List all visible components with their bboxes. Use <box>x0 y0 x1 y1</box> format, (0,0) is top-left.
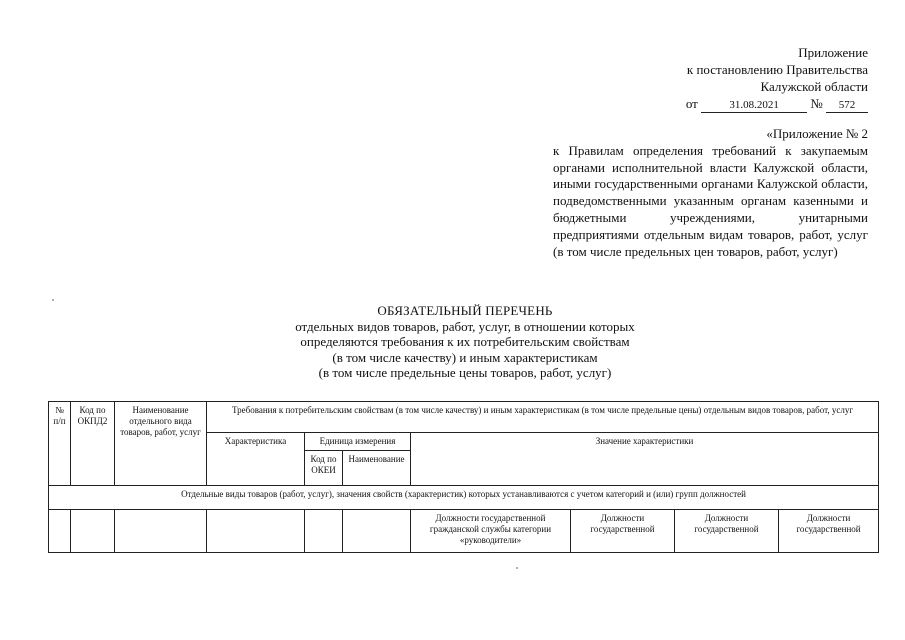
resolution-number: 572 <box>826 99 868 113</box>
position-cell-2: Должности государственной <box>571 510 675 553</box>
header-requirements: Требования к потребительским свойствам (в том числе качеству) и иным характеристикам (в том числе предельные цены) отдельным видов товаров, работ, услуг <box>207 402 879 433</box>
requirements-table <box>48 401 879 553</box>
scan-speck <box>516 567 518 569</box>
scan-speck <box>52 299 54 301</box>
position-cell-3: Должности государственной <box>675 510 779 553</box>
header-okpd: Код по ОКПД2 <box>71 402 115 486</box>
header-num: № п/п <box>49 402 71 486</box>
table-note-row <box>49 486 879 510</box>
table-cell <box>115 510 207 553</box>
table-row <box>49 510 879 553</box>
resolution-date: 31.08.2021 <box>701 99 807 113</box>
appendix-2-label: «Приложение № 2 <box>766 126 868 141</box>
region-label: Калужской области <box>760 79 868 94</box>
title-line-3: определяются требования к их потребительским свойствам <box>300 334 630 349</box>
table-cell <box>207 510 305 553</box>
position-cell-4: Должности государственной <box>779 510 879 553</box>
rules-appendix-text <box>553 126 868 260</box>
header-characteristic: Характеристика <box>207 433 305 486</box>
header-okei: Код по ОКЕИ <box>305 451 343 486</box>
title-main: ОБЯЗАТЕЛЬНЫЙ ПЕРЕЧЕНЬ <box>377 303 553 318</box>
title-line-2: отдельных видов товаров, работ, услуг, в отношении которых <box>295 318 635 334</box>
header-name: Наименование отдельного вида товаров, работ, услуг <box>115 402 207 486</box>
from-label: от <box>685 96 698 111</box>
rules-body: к Правилам определения требований к закупаемым органами исполнительной власти Калужской области, иными государственными органами Калужской области, подведомственными указанным органам казенными и бюджетными учреждениями, унитарными предприятиями отдельным видам товаров, работ, услуг (в том числе предельных цен товаров, работ, услуг) <box>553 142 868 259</box>
table-cell <box>343 510 411 553</box>
table-cell <box>49 510 71 553</box>
table-cell <box>305 510 343 553</box>
header-value: Значение характеристики <box>411 433 879 486</box>
appendix-label: Приложение <box>798 45 868 60</box>
header-unit-name: Наименование <box>343 451 411 486</box>
date-number-row <box>608 95 868 113</box>
document-title <box>230 303 700 381</box>
position-cell-1: Должности государственной гражданской службы категории «руководители» <box>411 510 571 553</box>
number-label: № <box>810 96 823 111</box>
resolution-label: к постановлению Правительства <box>686 62 868 77</box>
table-cell <box>71 510 115 553</box>
table-header-row-1 <box>49 402 879 433</box>
appendix-header <box>608 44 868 113</box>
header-unit: Единица измерения <box>305 433 411 451</box>
note-cell: Отдельные виды товаров (работ, услуг), значения свойств (характеристик) которых устанавливаются с учетом категорий и (или) групп должностей <box>49 486 879 510</box>
title-line-5: (в том числе предельные цены товаров, работ, услуг) <box>318 365 612 380</box>
title-line-4: (в том числе качеству) и иным характеристикам <box>332 349 598 365</box>
